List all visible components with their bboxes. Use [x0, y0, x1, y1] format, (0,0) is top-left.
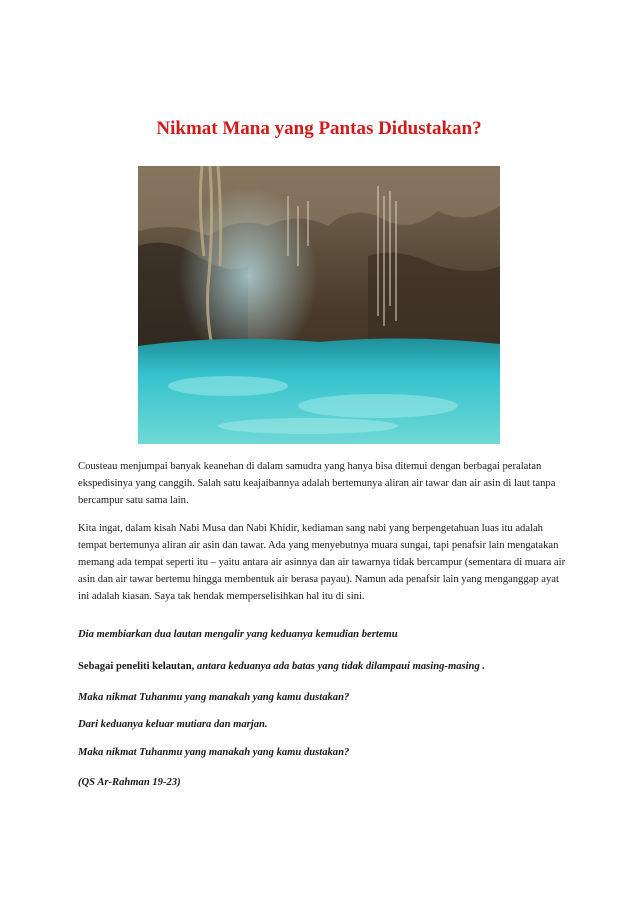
cenote-illustration [138, 166, 500, 444]
verse-line-2-prefix: Sebagai peneliti kelautan, [78, 661, 197, 672]
verse-line-1: Dia membiarkan dua lautan mengalir yang keduanya kemudian bertemu [78, 629, 398, 640]
verse-line-2 [78, 658, 568, 675]
verse-line-3: Maka nikmat Tuhanmu yang manakah yang kamu dustakan? [78, 692, 350, 703]
verse-line-4: Dari keduanya keluar mutiara dan marjan. [78, 719, 268, 730]
verse-line-2-text: antara keduanya ada batas yang tidak dilampaui masing-masing . [196, 661, 486, 672]
verse-line-5: Maka nikmat Tuhanmu yang manakah yang kamu dustakan? [78, 747, 350, 758]
verse-citation: (QS Ar-Rahman 19-23) [78, 777, 181, 788]
cave-photo [138, 166, 500, 444]
paragraph-story: Kita ingat, dalam kisah Nabi Musa dan Nabi Khidir, kediaman sang nabi yang berpengetahuan luas itu adalah tempat bertemunya aliran air asin dan tawar. Ada yang menyebutnya muara sungai, tapi penafsir lain mengatakan memang ada tempat seperti itu – yaitu antara air asinnya dan air tawarnya tidak bercampur (sementara di muara air asin dan air tawar bertemu hingga membentuk air berasa payau). Namun ada penafsir lain yang menganggap ayat ini adalah kiasan. Saya tak hendak memperselisihkan hal itu di sini. [78, 523, 566, 602]
page-title: Nikmat Mana yang Pantas Didustakan? [156, 118, 482, 139]
paragraph-intro: Cousteau menjumpai banyak keanehan di dalam samudra yang hanya bisa ditemui dengan berbagai peralatan ekspedisinya yang canggih. Salah satu keajaibannya adalah bertemunya aliran air tawar dan air asin di laut tanpa bercampur satu sama lain. [78, 461, 556, 506]
